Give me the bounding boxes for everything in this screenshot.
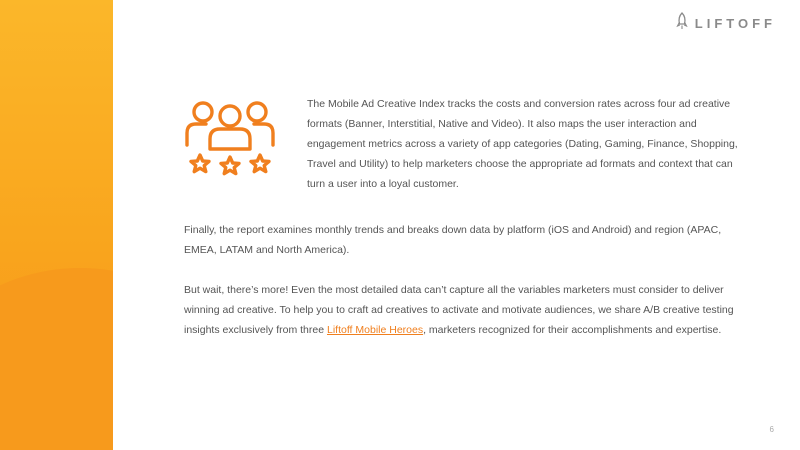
people-stars-icon xyxy=(184,97,276,181)
heroes-text-before: But wait, there’s more! Even the most detailed data can’t capture all the variables marketers must consider to deliver winning ad creative. To help you to craft ad creatives to activate and motivate audiences, we share A/B creative testing insights exclusively from three xyxy=(184,284,734,336)
liftoff-mobile-heroes-link[interactable]: Liftoff Mobile Heroes xyxy=(326,324,424,336)
side-band-wave xyxy=(0,268,113,450)
liftoff-logo xyxy=(675,12,776,35)
logo-text: LIFTOFF xyxy=(694,16,776,31)
page-number: 6 xyxy=(769,425,774,434)
intro-paragraph: The Mobile Ad Creative Index tracks the costs and conversion rates across four ad creative formats (Banner, Interstitial, Native and Video). It also maps the user interaction and engagement metrics across a variety of app categories (Dating, Gaming, Finance, Shopping, Travel and Utility) to help marketers choose the appropriate ad formats and context that can turn a user into a loyal customer. xyxy=(307,98,738,190)
rocket-icon xyxy=(675,12,689,35)
heroes-paragraph xyxy=(184,280,744,340)
decorative-side-band xyxy=(0,0,113,450)
heroes-text-after: , marketers recognized for their accomplishments and expertise. xyxy=(423,324,722,336)
trends-paragraph: Finally, the report examines monthly trends and breaks down data by platform (iOS and Android) and region (APAC, EMEA, LATAM and North America). xyxy=(184,224,722,256)
